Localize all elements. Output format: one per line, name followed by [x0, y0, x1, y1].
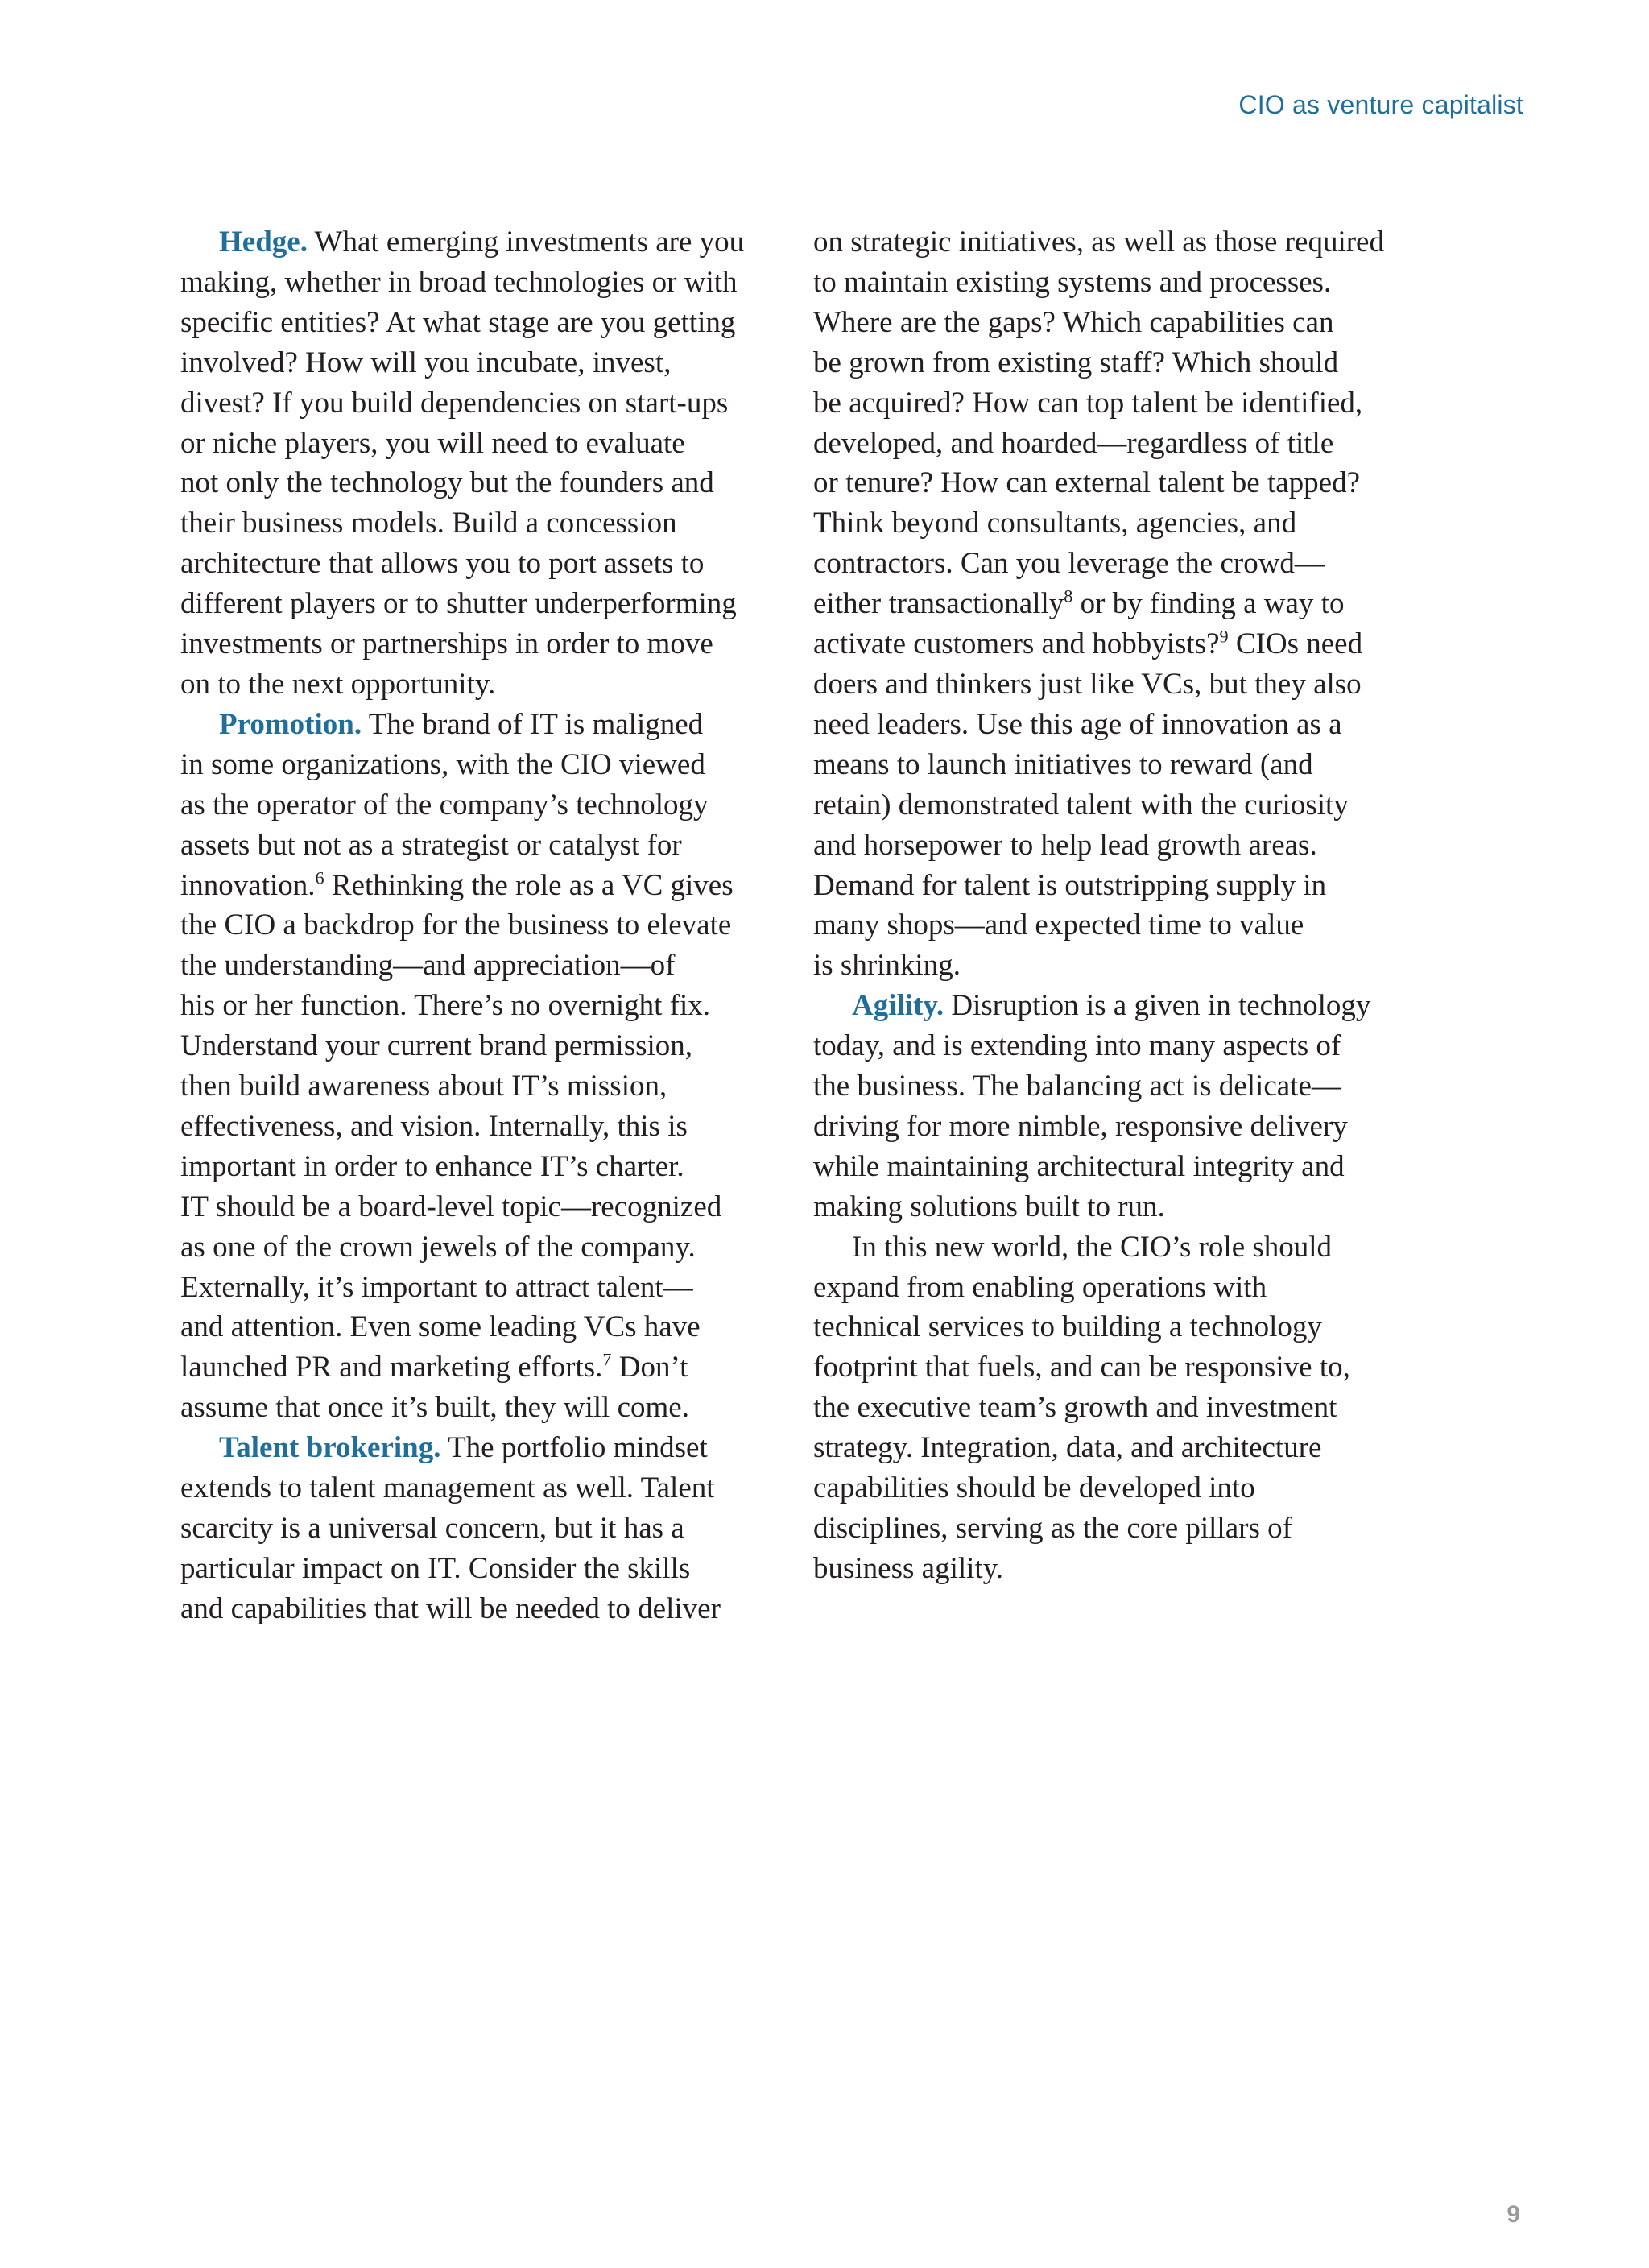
text-line: assume that once it’s built, they will come. [180, 1391, 689, 1425]
text-line: on to the next opportunity. [180, 667, 496, 701]
text-line: and horsepower to help lead growth areas. [813, 828, 1317, 862]
text-line: and capabilities that will be needed to deliver [180, 1591, 721, 1625]
text-line: not only the technology but the founders and [180, 466, 714, 500]
text-line: launched PR and marketing efforts.$^7$ Don’t [180, 1350, 688, 1384]
text-line: the business. The balancing act is delicate— [813, 1070, 1341, 1103]
text-line: Think beyond consultants, agencies, and [813, 507, 1297, 540]
text-line: Talent brokering. The portfolio mindset [219, 1431, 708, 1465]
paragraph-hedge [180, 222, 760, 705]
text-line: his or her function. There’s no overnight fix. [180, 989, 710, 1023]
text-line: Promotion. The brand of IT is maligned [219, 707, 704, 741]
text-line: scarcity is a universal concern, but it has a [180, 1512, 684, 1545]
text-line: be acquired? How can top talent be identified, [813, 386, 1363, 420]
footnote-ref-9[interactable]: 9 [1219, 626, 1229, 647]
text-line: to maintain existing systems and processes. [813, 265, 1332, 299]
text-line: important in order to enhance IT’s charter. [180, 1149, 684, 1183]
text-line: the CIO a backdrop for the business to elevate [180, 908, 732, 942]
footnote-ref-6[interactable]: 6 [315, 867, 324, 888]
text-line: means to launch initiatives to reward (and [813, 747, 1313, 781]
text-line: and attention. Even some leading VCs have [180, 1310, 701, 1344]
text-line: their business models. Build a concession [180, 507, 677, 540]
page-number: 9 [1506, 2201, 1520, 2228]
text-line: then build awareness about IT’s mission, [180, 1070, 667, 1103]
text-line: IT should be a board-level topic—recognized [180, 1190, 722, 1223]
text-line: architecture that allows you to port assets to [180, 547, 705, 581]
text-line: expand from enabling operations with [813, 1270, 1267, 1304]
text-line: Demand for talent is outstripping supply in [813, 868, 1327, 902]
lead-in-agility: Agility. [852, 989, 944, 1023]
text-line: on strategic initiatives, as well as those required [813, 226, 1384, 259]
running-header: CIO as venture capitalist [1238, 90, 1523, 119]
text-line: strategy. Integration, data, and architecture [813, 1431, 1322, 1465]
text-line: either transactionally$^8$ or by finding a way to [813, 586, 1345, 621]
text-line: many shops—and expected time to value [813, 908, 1304, 942]
text-line: as one of the crown jewels of the company. [180, 1230, 696, 1264]
text-line: the understanding—and appreciation—of [180, 949, 676, 983]
text-line: is shrinking. [813, 949, 961, 983]
text-line: today, and is extending into many aspects of [813, 1029, 1341, 1063]
paragraph-promotion [180, 705, 760, 1428]
paragraph-talent-brokering-continued [813, 222, 1393, 986]
text-line: Agility. Disruption is a given in technology [852, 989, 1371, 1023]
text-line: or tenure? How can external talent be tapped? [813, 466, 1361, 500]
footnote-ref-8[interactable]: 8 [1064, 586, 1073, 606]
text-line: involved? How will you incubate, invest, [180, 346, 672, 379]
left-column [180, 222, 760, 1629]
footnote-ref-7[interactable]: 7 [602, 1350, 612, 1371]
text-line: activate customers and hobbyists?$^9$ CIOs need [813, 626, 1363, 661]
text-line: Hedge. What emerging investments are you [219, 226, 745, 259]
paragraph-agility [813, 986, 1393, 1227]
text-line: divest? If you build dependencies on start-ups [180, 386, 729, 420]
text-line: technical services to building a technology [813, 1310, 1322, 1344]
text-line: Understand your current brand permission, [180, 1029, 693, 1063]
text-line: driving for more nimble, responsive delivery [813, 1109, 1348, 1143]
text-line: or niche players, you will need to evaluate [180, 426, 685, 460]
paragraph-closing [813, 1227, 1393, 1589]
text-line: in some organizations, with the CIO viewed [180, 747, 705, 781]
text-line: developed, and hoarded—regardless of title [813, 426, 1334, 460]
text-line: making, whether in broad technologies or with [180, 265, 738, 299]
text-line: as the operator of the company’s technology [180, 788, 709, 822]
text-line: effectiveness, and vision. Internally, this is [180, 1109, 688, 1143]
text-line: assets but not as a strategist or catalyst for [180, 828, 682, 862]
text-line: specific entities? At what stage are you getting [180, 305, 736, 339]
text-line: be grown from existing staff? Which should [813, 346, 1339, 379]
text-line: different players or to shutter underperforming [180, 587, 737, 621]
lead-in-hedge: Hedge. [219, 226, 308, 259]
text-line: doers and thinkers just like VCs, but they also [813, 667, 1362, 701]
text-line: need leaders. Use this age of innovation as a [813, 707, 1342, 741]
text-line: contractors. Can you leverage the crowd— [813, 547, 1325, 581]
text-line: investments or partnerships in order to move [180, 627, 713, 661]
text-line: extends to talent management as well. Talent [180, 1471, 715, 1505]
text-line: business agility. [813, 1551, 1004, 1585]
text-line: In this new world, the CIO’s role should [852, 1230, 1333, 1264]
text-line: disciplines, serving as the core pillars of [813, 1512, 1292, 1545]
lead-in-talent-brokering: Talent brokering. [219, 1431, 441, 1465]
text-line: retain) demonstrated talent with the curiosity [813, 788, 1349, 822]
right-column [813, 222, 1393, 1589]
text-line: footprint that fuels, and can be responsive to, [813, 1351, 1350, 1384]
text-line: particular impact on IT. Consider the skills [180, 1551, 691, 1585]
text-line: the executive team’s growth and investment [813, 1391, 1337, 1425]
text-line: Where are the gaps? Which capabilities can [813, 305, 1334, 339]
text-line: Externally, it’s important to attract talent— [180, 1270, 693, 1304]
paragraph-talent-brokering [180, 1428, 760, 1629]
text-line: making solutions built to run. [813, 1190, 1165, 1223]
text-line: while maintaining architectural integrity and [813, 1149, 1345, 1183]
text-line: capabilities should be developed into [813, 1471, 1255, 1505]
text-line: innovation.$^6$ Rethinking the role as a VC gives [180, 867, 734, 902]
lead-in-promotion: Promotion. [219, 707, 362, 741]
